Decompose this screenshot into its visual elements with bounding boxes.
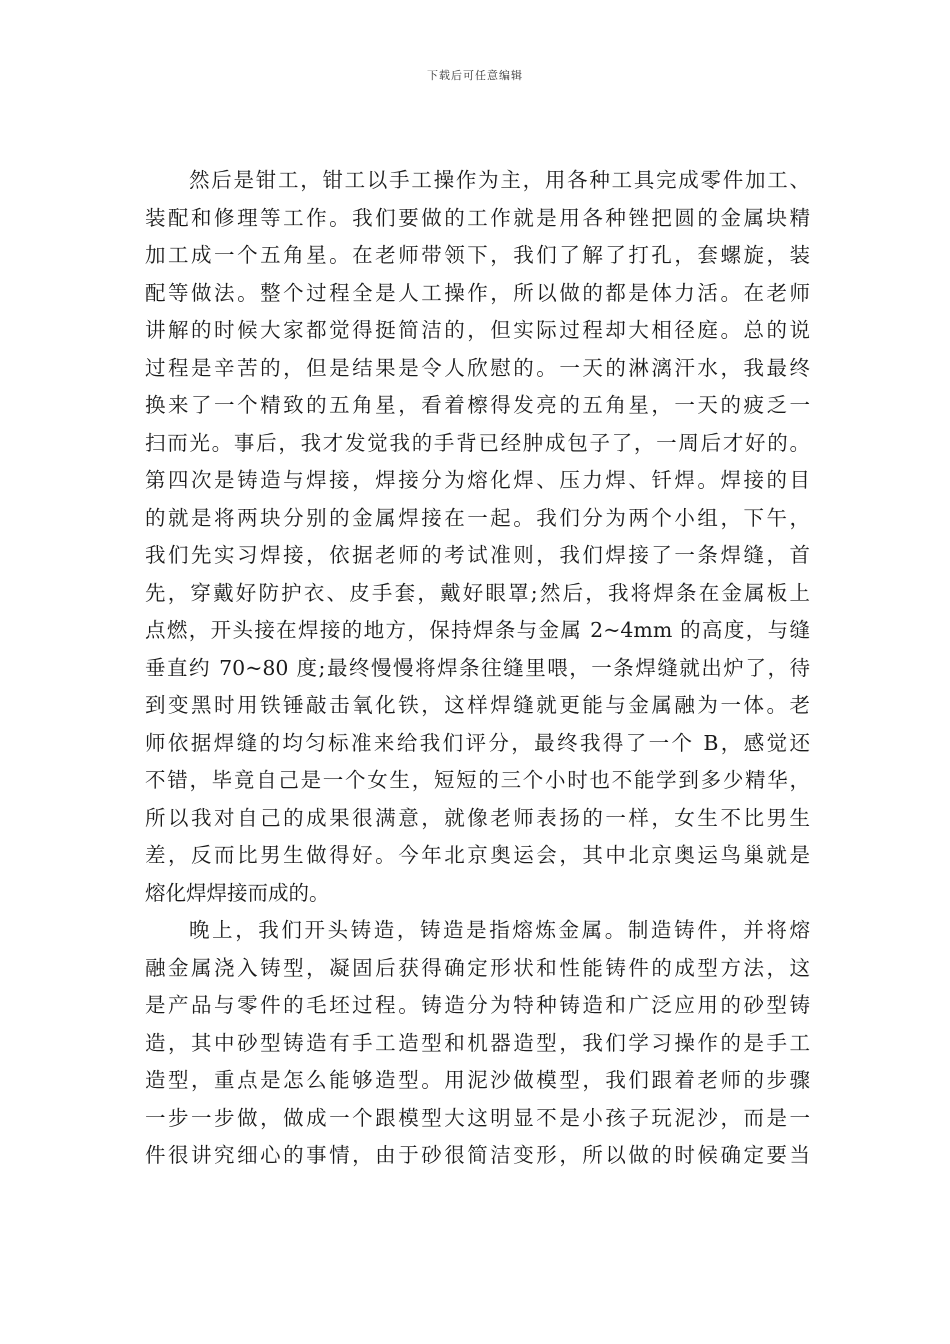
text-line: 点燃，开头接在焊接的地方，保持焊条与金属 2~4mm 的高度，与缝 [145,618,810,642]
page-header: 下载后可任意编辑 [427,69,523,82]
text-line: 件很讲究细心的事情，由于砂很简洁变形，所以做的时候确定要当 [145,1143,810,1167]
text-line: 我们先实习焊接，依据老师的考试准则，我们焊接了一条焊缝，首 [145,543,810,567]
text-line: 讲解的时候大家都觉得挺简洁的，但实际过程却大相径庭。总的说 [145,318,810,342]
text-line: 是产品与零件的毛坯过程。铸造分为特种铸造和广泛应用的砂型铸 [145,993,810,1017]
text-line: 造，其中砂型铸造有手工造型和机器造型，我们学习操作的是手工 [145,1030,810,1055]
text-line: 垂直约 70~80 度;最终慢慢将焊条往缝里喂，一条焊缝就出炉了，待 [145,655,810,680]
text-line: 加工成一个五角星。在老师带领下，我们了解了打孔，套螺旋，装 [145,243,810,267]
text-line: 一步一步做，做成一个跟模型大这明显不是小孩子玩泥沙，而是一 [145,1105,810,1130]
text-line: 换来了一个精致的五角星，看着檫得发亮的五角星，一天的疲乏一 [145,393,810,417]
text-line: 造型，重点是怎么能够造型。用泥沙做模型，我们跟着老师的步骤 [145,1068,810,1092]
paragraph [145,162,810,912]
text-line: 装配和修理等工作。我们要做的工作就是用各种锉把圆的金属块精 [145,205,810,230]
text-line: 晚上，我们开头铸造，铸造是指熔炼金属。制造铸件，并将熔 [189,918,810,942]
text-line: 不错，毕竟自己是一个女生，短短的三个小时也不能学到多少精华， [145,768,810,792]
text-line: 过程是辛苦的，但是结果是令人欣慰的。一天的淋漓汗水，我最终 [145,355,810,380]
text-line: 到变黑时用铁锤敲击氧化铁，这样焊缝就更能与金属融为一体。老 [145,693,810,717]
text-line: 师依据焊缝的均匀标准来给我们评分，最终我得了一个 B，感觉还 [145,730,810,755]
text-line: 的就是将两块分别的金属焊接在一起。我们分为两个小组，下午， [145,505,810,530]
text-line: 先，穿戴好防护衣、皮手套，戴好眼罩;然后，我将焊条在金属板上 [145,580,810,605]
text-line: 差，反而比男生做得好。今年北京奥运会，其中北京奥运鸟巢就是 [145,843,810,867]
body-text [145,162,810,1175]
text-line: 扫而光。事后，我才发觉我的手背已经肿成包子了，一周后才好的。 [145,430,810,455]
text-line: 第四次是铸造与焊接，焊接分为熔化焊、压力焊、钎焊。焊接的目 [145,468,810,492]
text-line: 然后是钳工，钳工以手工操作为主，用各种工具完成零件加工、 [189,168,810,192]
text-line: 配等做法。整个过程全是人工操作，所以做的都是体力活。在老师 [145,280,810,305]
text-line: 融金属浇入铸型，凝固后获得确定形状和性能铸件的成型方法，这 [145,955,810,980]
paragraph [145,912,810,1175]
text-line: 所以我对自己的成果很满意，就像老师表扬的一样，女生不比男生 [145,805,810,830]
text-line: 熔化焊焊接而成的。 [145,880,330,905]
